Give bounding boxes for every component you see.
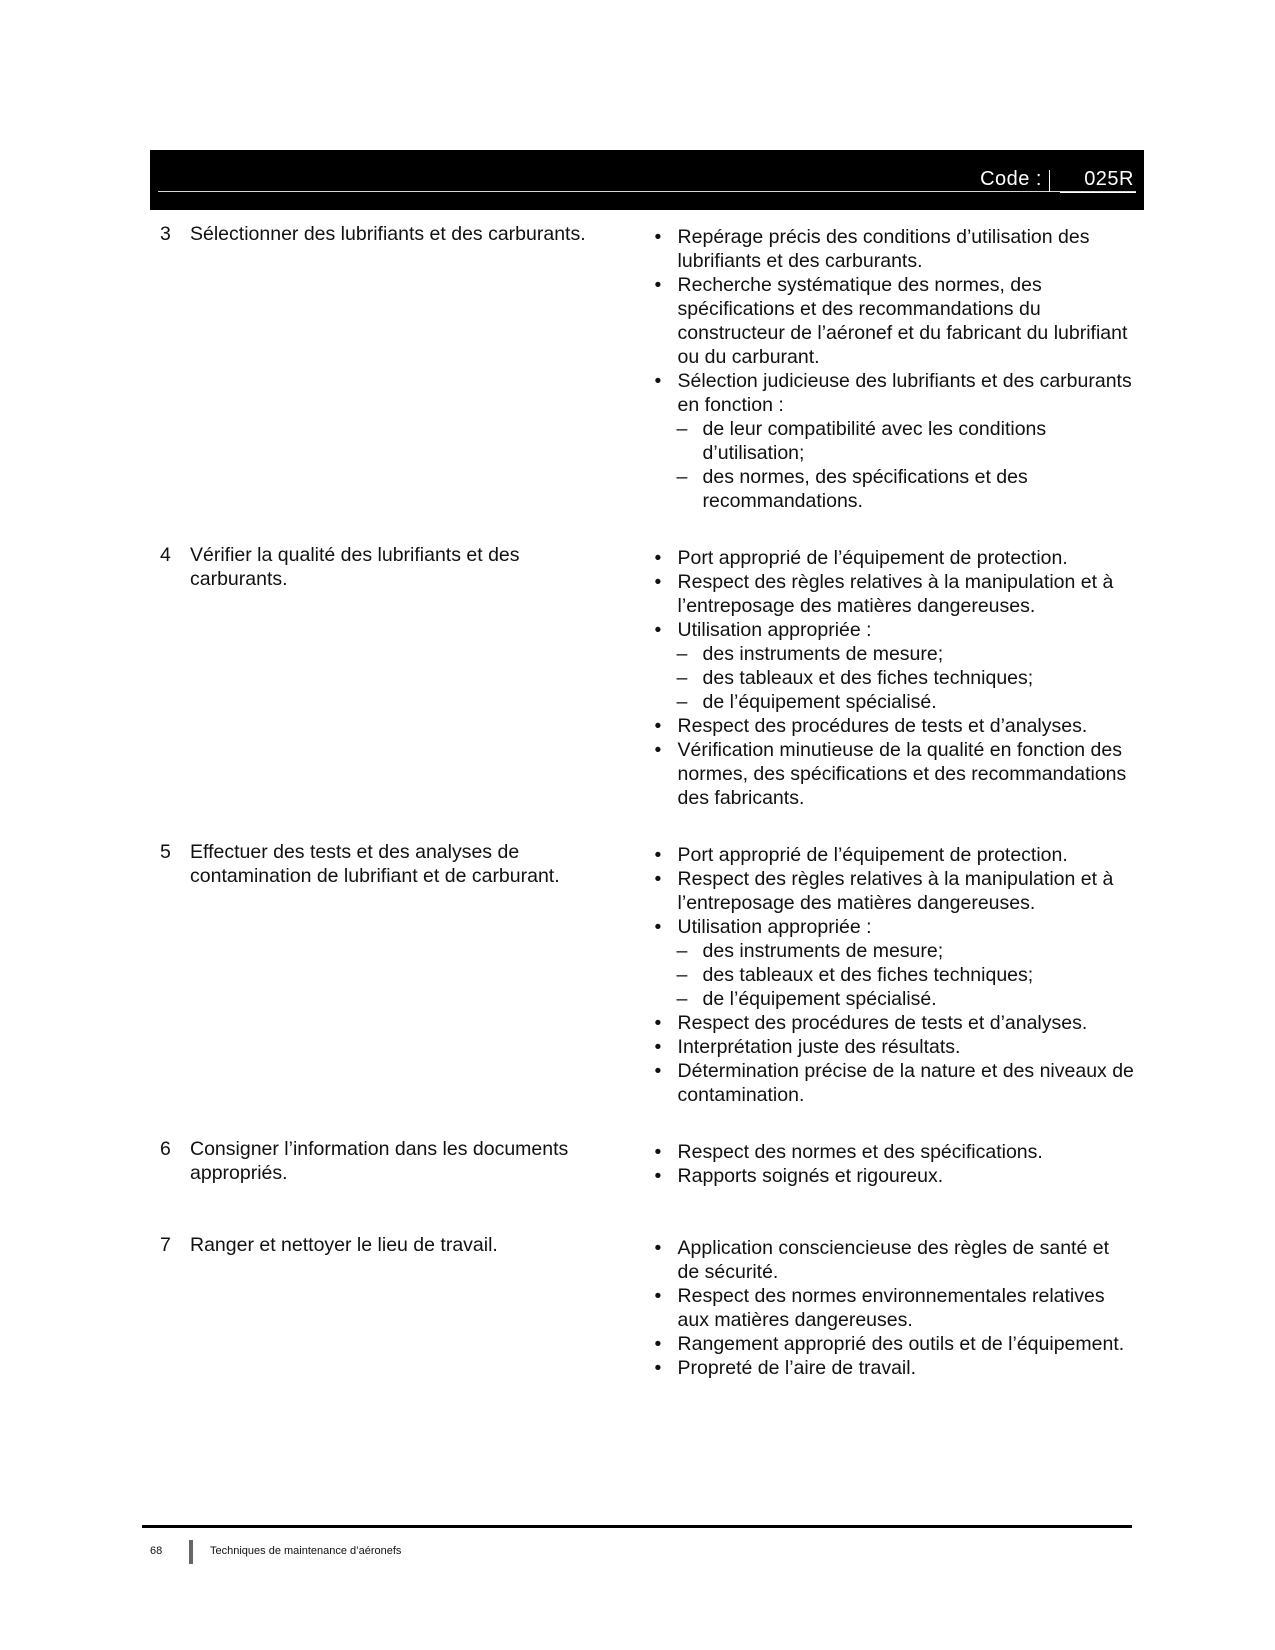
criteria-subitem [653,939,1135,963]
criteria-text: Respect des normes environnementales relatives aux matières dangereuses. [677,1285,1105,1331]
criteria-item [653,618,1135,642]
step-cell [160,840,623,1107]
criteria-item [653,225,1135,273]
criteria-text: Recherche systématique des normes, des spécifications et des recommandations du constructeur de l’aéronef et du fabricant du lubrifiant ou du carburant. [677,274,1128,368]
criteria-text: Sélection judicieuse des lubrifiants et des carburants en fonction : [677,370,1132,416]
criteria-text: Respect des règles relatives à la manipulation et à l’entreposage des matières dangereuses. [677,868,1114,914]
criteria-text: Respect des normes et des spécifications. [677,1141,1043,1163]
criteria-subitem [653,987,1135,1011]
header-rule [158,191,1136,192]
criteria-item [653,369,1135,417]
dash-marker: – [676,418,688,440]
criteria-text: Respect des règles relatives à la manipulation et à l’entreposage des matières dangereuses. [677,571,1114,617]
footer-title: Techniques de maintenance d’aéronefs [210,1545,402,1557]
step-text: Consigner l’information dans les documents appropriés. [190,1138,569,1184]
footer-rule [142,1525,1132,1528]
step-number: 7 [160,1234,171,1256]
table-row [160,840,1135,1107]
step-cell [160,1233,623,1380]
code-value-underline [1060,192,1136,193]
step-text: Ranger et nettoyer le lieu de travail. [190,1234,498,1256]
step-number: 3 [160,223,171,245]
criteria-text: des normes, des spécifications et des recommandations. [702,466,1028,512]
table-row [160,1233,1135,1380]
criteria-text: Utilisation appropriée : [677,619,872,641]
code-label: Code : [980,168,1042,190]
table-row [160,1137,1135,1188]
criteria-list [653,225,1135,513]
criteria-text: des tableaux et des fiches techniques; [702,964,1034,986]
criteria-item [653,570,1135,618]
dash-marker: – [676,940,688,962]
criteria-subitem [653,666,1135,690]
header-bar [150,150,1144,210]
criteria-text: Détermination précise de la nature et des niveaux de contamination. [677,1060,1134,1106]
criteria-list [653,843,1135,1107]
dash-marker: – [676,988,688,1010]
criteria-subitem [653,465,1135,513]
criteria-text: de leur compatibilité avec les conditions d’utilisation; [702,418,1047,464]
dash-marker: – [676,691,688,713]
criteria-text: des tableaux et des fiches techniques; [702,667,1034,689]
code-value: 025R [1084,168,1134,190]
elements-table [160,222,1135,1380]
criteria-list [653,546,1135,810]
criteria-text: Application consciencieuse des règles de santé et de sécurité. [677,1237,1109,1283]
step-text: Vérifier la qualité des lubrifiants et des carburants. [190,544,520,590]
criteria-text: Rangement approprié des outils et de l’équipement. [677,1333,1125,1355]
dash-marker: – [676,667,688,689]
criteria-subitem [653,417,1135,465]
criteria-text: de l’équipement spécialisé. [702,691,937,713]
criteria-item [653,1011,1135,1035]
criteria-cell [653,543,1135,810]
table-row [160,222,1135,513]
step-number: 6 [160,1138,171,1160]
dash-marker: – [676,964,688,986]
criteria-item [653,1035,1135,1059]
criteria-text: Port approprié de l’équipement de protection. [677,547,1068,569]
criteria-list [653,1236,1135,1380]
criteria-item [653,1332,1135,1356]
criteria-subitem [653,963,1135,987]
criteria-text: Interprétation juste des résultats. [677,1036,961,1058]
criteria-list [653,1140,1135,1188]
criteria-text: Utilisation appropriée : [677,916,872,938]
dash-marker: – [676,466,688,488]
page-number: 68 [150,1545,163,1557]
criteria-cell [653,840,1135,1107]
step-cell [160,222,623,513]
criteria-text: des instruments de mesure; [702,940,944,962]
criteria-item [653,1356,1135,1380]
criteria-cell [653,1233,1135,1380]
criteria-cell [653,1137,1135,1188]
step-cell [160,543,623,810]
criteria-text: Rapports soignés et rigoureux. [677,1165,944,1187]
dash-marker: – [676,643,688,665]
criteria-text: Respect des procédures de tests et d’analyses. [677,1012,1088,1034]
criteria-subitem [653,690,1135,714]
criteria-text: Respect des procédures de tests et d’analyses. [677,715,1088,737]
step-number: 4 [160,544,171,566]
criteria-text: Repérage précis des conditions d’utilisation des lubrifiants et des carburants. [677,226,1090,272]
criteria-text: Port approprié de l’équipement de protection. [677,844,1068,866]
criteria-subitem [653,642,1135,666]
step-text: Sélectionner des lubrifiants et des carburants. [190,223,586,245]
criteria-item [653,915,1135,939]
criteria-text: Vérification minutieuse de la qualité en fonction des normes, des spécifications et des recommandations des fabricants. [677,739,1127,809]
code-separator [1049,170,1050,192]
step-number: 5 [160,841,171,863]
footer-separator [189,1540,193,1564]
criteria-text: Propreté de l’aire de travail. [677,1357,917,1379]
criteria-item [653,1059,1135,1107]
table-row [160,543,1135,810]
criteria-cell [653,222,1135,513]
criteria-item [653,714,1135,738]
criteria-item [653,1284,1135,1332]
criteria-text: de l’équipement spécialisé. [702,988,937,1010]
step-cell [160,1137,623,1188]
criteria-item [653,843,1135,867]
step-text: Effectuer des tests et des analyses de contamination de lubrifiant et de carburant. [190,841,560,887]
criteria-item [653,867,1135,915]
criteria-item [653,546,1135,570]
criteria-item [653,738,1135,810]
criteria-item [653,1140,1135,1164]
criteria-item [653,1236,1135,1284]
criteria-item [653,1164,1135,1188]
criteria-text: des instruments de mesure; [702,643,944,665]
criteria-item [653,273,1135,369]
